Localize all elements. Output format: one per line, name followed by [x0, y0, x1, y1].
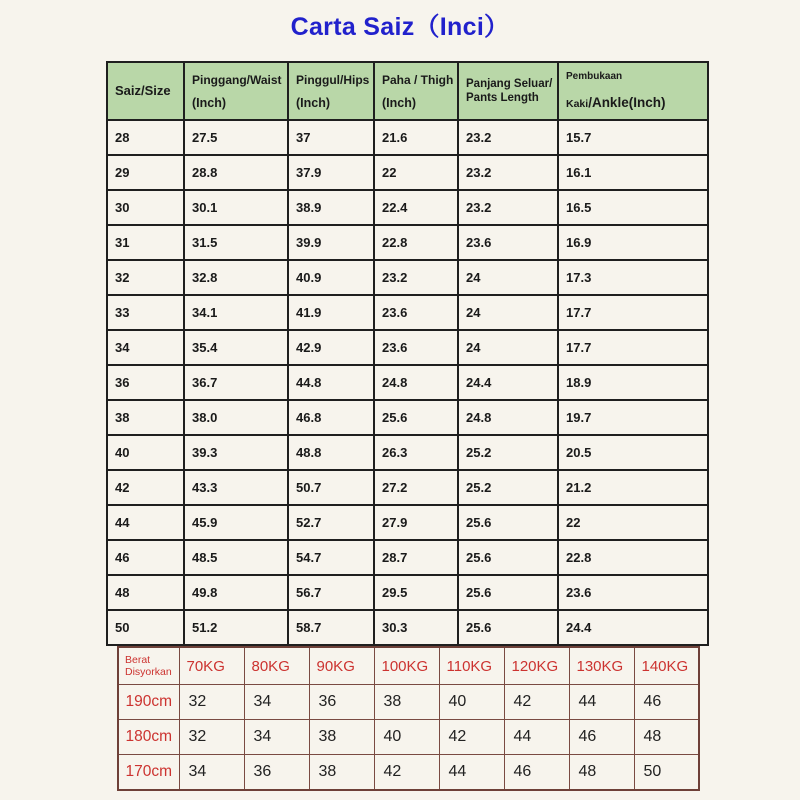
header-ankle-kaki: Kaki	[566, 98, 589, 110]
recommended-size-cell: 48	[569, 755, 634, 791]
measure-cell: 16.5	[558, 190, 708, 225]
measure-cell: 43.3	[184, 470, 288, 505]
size-table-row	[107, 575, 708, 610]
measure-cell: 25.6	[458, 505, 558, 540]
measure-cell: 58.7	[288, 610, 374, 645]
size-chart-header	[107, 62, 708, 120]
recommended-size-cell: 38	[309, 720, 374, 755]
measure-cell: 25.6	[374, 400, 458, 435]
measure-cell: 22.8	[558, 540, 708, 575]
recommended-size-cell: 44	[569, 685, 634, 720]
measure-cell: 31.5	[184, 225, 288, 260]
recommended-size-cell: 46	[569, 720, 634, 755]
recommended-size-cell: 38	[309, 755, 374, 791]
size-cell: 44	[107, 505, 184, 540]
size-table-row	[107, 190, 708, 225]
weight-header-cell: 70KG	[179, 647, 244, 685]
size-header-row	[107, 62, 708, 120]
header-hips: Pinggul/Hips (Inch)	[288, 62, 374, 120]
measure-cell: 26.3	[374, 435, 458, 470]
weight-header-cell: 90KG	[309, 647, 374, 685]
recommended-size-cell: 48	[634, 720, 699, 755]
measure-cell: 23.2	[458, 120, 558, 155]
measure-cell: 15.7	[558, 120, 708, 155]
size-table-row	[107, 260, 708, 295]
size-cell: 40	[107, 435, 184, 470]
size-chart-table	[106, 61, 709, 646]
measure-cell: 29.5	[374, 575, 458, 610]
size-cell: 32	[107, 260, 184, 295]
measure-cell: 24.8	[374, 365, 458, 400]
measure-cell: 23.2	[458, 155, 558, 190]
height-label-cell: 190cm	[118, 685, 179, 720]
measure-cell: 45.9	[184, 505, 288, 540]
measure-cell: 23.2	[374, 260, 458, 295]
measure-cell: 20.5	[558, 435, 708, 470]
height-label-cell: 170cm	[118, 755, 179, 791]
weight-header-cell: 140KG	[634, 647, 699, 685]
height-label-cell: 180cm	[118, 720, 179, 755]
measure-cell: 25.6	[458, 540, 558, 575]
measure-cell: 22	[558, 505, 708, 540]
measure-cell: 21.2	[558, 470, 708, 505]
measure-cell: 17.7	[558, 330, 708, 365]
measure-cell: 21.6	[374, 120, 458, 155]
weight-header-cell: 130KG	[569, 647, 634, 685]
measure-cell: 23.6	[374, 295, 458, 330]
measure-cell: 24	[458, 330, 558, 365]
measure-cell: 44.8	[288, 365, 374, 400]
size-table-row	[107, 295, 708, 330]
recommended-size-cell: 42	[504, 685, 569, 720]
measure-cell: 25.6	[458, 575, 558, 610]
measure-cell: 41.9	[288, 295, 374, 330]
measure-cell: 37.9	[288, 155, 374, 190]
size-table-row	[107, 225, 708, 260]
measure-cell: 25.6	[458, 610, 558, 645]
size-table-row	[107, 505, 708, 540]
recommended-size-cell: 50	[634, 755, 699, 791]
measure-cell: 54.7	[288, 540, 374, 575]
measure-cell: 46.8	[288, 400, 374, 435]
measure-cell: 24	[458, 260, 558, 295]
measure-cell: 25.2	[458, 435, 558, 470]
header-ankle-label: /Ankle(Inch)	[588, 95, 666, 110]
measure-cell: 48.5	[184, 540, 288, 575]
recommended-size-cell: 46	[504, 755, 569, 791]
size-cell: 29	[107, 155, 184, 190]
measure-cell: 27.5	[184, 120, 288, 155]
measure-cell: 32.8	[184, 260, 288, 295]
recommended-size-cell: 46	[634, 685, 699, 720]
weight-header-cell: 80KG	[244, 647, 309, 685]
measure-cell: 30.3	[374, 610, 458, 645]
measure-cell: 19.7	[558, 400, 708, 435]
measure-cell: 22.8	[374, 225, 458, 260]
measure-cell: 16.9	[558, 225, 708, 260]
weight-header-cell: 100KG	[374, 647, 439, 685]
measure-cell: 49.8	[184, 575, 288, 610]
measure-cell: 24.4	[458, 365, 558, 400]
weight-corner-label: Berat Disyorkan	[118, 647, 179, 685]
measure-cell: 28.7	[374, 540, 458, 575]
weight-table-row	[118, 720, 699, 755]
recommended-size-cell: 44	[504, 720, 569, 755]
recommended-size-cell: 40	[374, 720, 439, 755]
size-cell: 38	[107, 400, 184, 435]
measure-cell: 23.6	[558, 575, 708, 610]
size-cell: 30	[107, 190, 184, 225]
weight-header-cell: 110KG	[439, 647, 504, 685]
size-table-row	[107, 155, 708, 190]
measure-cell: 27.9	[374, 505, 458, 540]
recommended-size-cell: 36	[244, 755, 309, 791]
recommended-size-cell: 32	[179, 720, 244, 755]
recommended-size-cell: 34	[179, 755, 244, 791]
measure-cell: 22	[374, 155, 458, 190]
header-pants-length: Panjang Seluar/ Pants Length	[458, 62, 558, 120]
size-table-row	[107, 330, 708, 365]
measure-cell: 30.1	[184, 190, 288, 225]
size-table-row	[107, 470, 708, 505]
measure-cell: 28.8	[184, 155, 288, 190]
recommended-size-cell: 40	[439, 685, 504, 720]
size-table-row	[107, 540, 708, 575]
recommended-size-cell: 44	[439, 755, 504, 791]
measure-cell: 50.7	[288, 470, 374, 505]
measure-cell: 16.1	[558, 155, 708, 190]
size-cell: 34	[107, 330, 184, 365]
measure-cell: 39.3	[184, 435, 288, 470]
header-ankle: Pembukaan Kaki/Ankle(Inch)	[558, 62, 708, 120]
size-cell: 48	[107, 575, 184, 610]
size-cell: 42	[107, 470, 184, 505]
size-table-body	[107, 120, 708, 645]
recommended-size-cell: 34	[244, 685, 309, 720]
weight-chart-header	[118, 647, 699, 685]
measure-cell: 38.0	[184, 400, 288, 435]
measure-cell: 24.8	[458, 400, 558, 435]
measure-cell: 42.9	[288, 330, 374, 365]
measure-cell: 37	[288, 120, 374, 155]
recommended-size-cell: 42	[374, 755, 439, 791]
size-table-row	[107, 435, 708, 470]
weight-table-row	[118, 755, 699, 791]
size-table-row	[107, 610, 708, 645]
measure-cell: 40.9	[288, 260, 374, 295]
size-table-row	[107, 365, 708, 400]
measure-cell: 51.2	[184, 610, 288, 645]
measure-cell: 35.4	[184, 330, 288, 365]
measure-cell: 39.9	[288, 225, 374, 260]
measure-cell: 27.2	[374, 470, 458, 505]
measure-cell: 24.4	[558, 610, 708, 645]
size-table-row	[107, 120, 708, 155]
size-cell: 33	[107, 295, 184, 330]
size-cell: 31	[107, 225, 184, 260]
weight-table-body	[118, 685, 699, 791]
recommended-size-cell: 42	[439, 720, 504, 755]
weight-header-cell: 120KG	[504, 647, 569, 685]
size-table-row	[107, 400, 708, 435]
measure-cell: 23.6	[458, 225, 558, 260]
header-waist: Pinggang/Waist (Inch)	[184, 62, 288, 120]
measure-cell: 52.7	[288, 505, 374, 540]
measure-cell: 23.2	[458, 190, 558, 225]
header-size	[107, 62, 184, 120]
page-title: Carta Saiz（Inci）	[290, 13, 510, 41]
measure-cell: 25.2	[458, 470, 558, 505]
header-thigh: Paha / Thigh (Inch)	[374, 62, 458, 120]
recommended-size-cell: 36	[309, 685, 374, 720]
measure-cell: 17.3	[558, 260, 708, 295]
measure-cell: 18.9	[558, 365, 708, 400]
recommended-size-cell: 32	[179, 685, 244, 720]
size-cell: 36	[107, 365, 184, 400]
size-cell: 46	[107, 540, 184, 575]
recommended-size-cell: 34	[244, 720, 309, 755]
measure-cell: 34.1	[184, 295, 288, 330]
measure-cell: 23.6	[374, 330, 458, 365]
measure-cell: 36.7	[184, 365, 288, 400]
header-size-label: Saiz/Size	[115, 83, 171, 98]
weight-table-row	[118, 685, 699, 720]
recommended-size-cell: 38	[374, 685, 439, 720]
measure-cell: 48.8	[288, 435, 374, 470]
measure-cell: 17.7	[558, 295, 708, 330]
weight-chart-table	[117, 646, 700, 791]
measure-cell: 24	[458, 295, 558, 330]
size-cell: 28	[107, 120, 184, 155]
measure-cell: 38.9	[288, 190, 374, 225]
measure-cell: 22.4	[374, 190, 458, 225]
size-cell: 50	[107, 610, 184, 645]
weight-header-row	[118, 647, 699, 685]
measure-cell: 56.7	[288, 575, 374, 610]
